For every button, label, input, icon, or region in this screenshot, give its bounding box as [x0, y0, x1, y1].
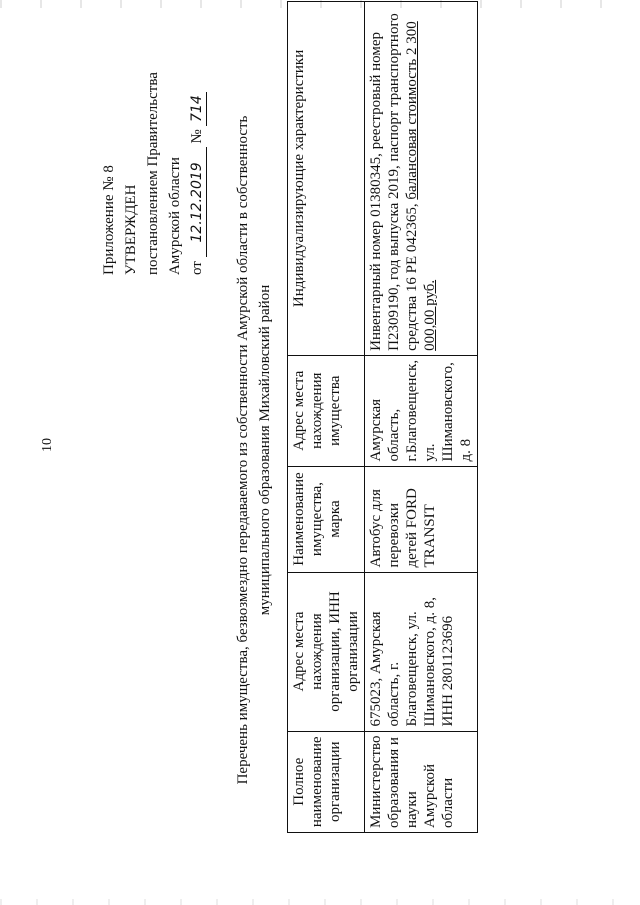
cell-org-address: 675023, Амурская область, г. Благовещенск, ул. Шимановского, д. 8, ИНН 2801123696	[365, 572, 478, 731]
property-table	[287, 1, 478, 833]
header-property-address: Адрес места нахождения имущества	[288, 355, 365, 466]
from-label: от	[189, 261, 205, 275]
cell-property-name: Автобус для перевозки детей FORD TRANSIT	[365, 466, 478, 572]
cell-characteristics	[365, 1, 478, 355]
approval-authority: постановлением Правительства	[145, 72, 161, 275]
approval-date-row	[186, 5, 208, 275]
header-characteristics: Индивидуализирующие характеристики	[288, 1, 365, 355]
approval-number: 714	[188, 92, 207, 126]
number-label: №	[189, 129, 205, 144]
approval-region: Амурской области	[167, 157, 183, 275]
balance-value: балансовая стоимость 2 300 000,00 руб.	[404, 21, 438, 351]
approved-stamp: УТВЕРЖДЕН	[123, 184, 139, 275]
appendix-number: Приложение № 8	[101, 165, 117, 275]
document-title	[232, 70, 276, 830]
title-line-1: Перечень имущества, безвозмездно передаваемого из собственности Амурской области в собственность	[235, 115, 251, 785]
header-property-name: Наименование имущества, марка	[288, 466, 365, 572]
approval-date: 12.12.2019	[188, 147, 207, 257]
table-header-row	[288, 1, 365, 832]
table-row	[365, 1, 478, 832]
header-org-name: Полное наименование организации	[288, 731, 365, 832]
page-number: 10	[40, 438, 55, 452]
header-org-address: Адрес места нахождения организации, ИНН организации	[288, 572, 365, 731]
cell-org-name: Министерство образования и науки Амурской области	[365, 731, 478, 832]
title-line-2: муниципального образования Михайловский район	[257, 284, 273, 616]
cell-property-address: Амурская область, г.Благовещенск, ул. Шимановского, д. 8	[365, 355, 478, 466]
approval-block	[98, 5, 208, 275]
characteristics-text: Инвентарный номер 01380345, реестровый номер П2309190, год выпуска 2019, паспорт транспортного средства 16 РЕ 042365,	[368, 13, 420, 351]
